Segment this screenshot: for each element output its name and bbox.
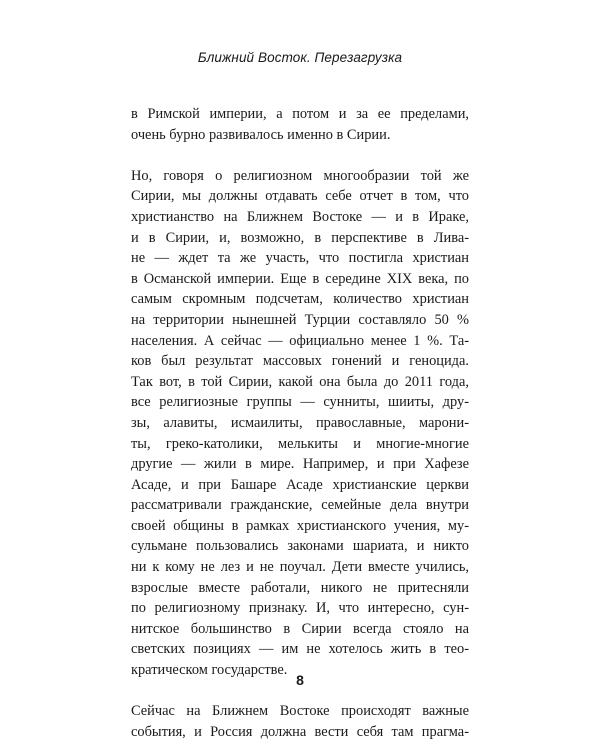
- text-line: все религиозные группы — сунниты, шииты, дру-: [131, 394, 469, 411]
- running-head: Ближний Восток. Перезагрузка: [197, 50, 403, 65]
- text-line: кратическом государстве.: [131, 662, 288, 679]
- text-line: Сейчас на Ближнем Востоке происходят важные: [131, 703, 469, 720]
- text-line: Сирии, мы должны отдавать себе отчет в том, что: [131, 188, 469, 205]
- text-line: христианство на Ближнем Востоке — и в Ираке,: [131, 208, 469, 225]
- text-line: светских позициях — им не хотелось жить в тео-: [131, 641, 469, 658]
- text-line: своей общины в рамках христианского учения, му-: [131, 517, 469, 534]
- text-line: другие — жили в мире. Например, и при Хафезе: [131, 456, 469, 473]
- text-line: на территории нынешней Турции составляло 50 %: [131, 311, 469, 328]
- text-line: населения. А сейчас — официально менее 1 %. Та-: [131, 332, 469, 349]
- paragraph: [131, 166, 469, 681]
- text-line: Но, говоря о религиозном многообразии той же: [131, 167, 469, 184]
- paragraph: [131, 104, 469, 145]
- text-line: очень бурно развивалось именно в Сирии.: [131, 126, 391, 143]
- text-line: рассматривали гражданские, семейные дела внутри: [131, 497, 469, 514]
- page-number: 8: [296, 672, 304, 688]
- text-line: в Римской империи, а потом и за ее пределами,: [131, 106, 469, 122]
- text-line: самым скромным подсчетам, количество христиан: [131, 291, 469, 308]
- text-line: ты, греко-католики, мелькиты и многие-многие: [131, 435, 469, 452]
- text-line: ков был результат массовых гонений и геноцида.: [131, 353, 469, 370]
- text-line: взрослые вместе работали, никого не притесняли: [131, 579, 469, 596]
- text-line: не — ждет та же участь, что постигла христиан: [131, 250, 469, 267]
- text-line: сульмане пользовались законами шариата, и никто: [131, 538, 469, 555]
- text-line: события, и Россия должна вести себя там прагма-: [131, 723, 469, 740]
- text-line: Асаде, и при Башаре Асаде христианские церкви: [131, 476, 469, 493]
- text-line: по религиозному признаку. И, что интересно, сун-: [131, 600, 469, 617]
- text-line: зы, алавиты, исмаилиты, православные, марони-: [131, 414, 469, 431]
- text-line: Так вот, в той Сирии, какой она была до 2011 года,: [131, 373, 469, 390]
- paragraph: [131, 701, 469, 742]
- body-text: [131, 104, 469, 742]
- text-line: ни к кому не лез и не поучал. Дети вместе учились,: [131, 559, 469, 576]
- text-line: и в Сирии, и, возможно, в перспективе в Лива-: [131, 229, 469, 246]
- paragraph-gap: [131, 145, 469, 166]
- text-line: нитское большинство в Сирии всегда стояло на: [131, 620, 469, 637]
- text-line: в Османской империи. Еще в середине XIX века, по: [131, 270, 469, 287]
